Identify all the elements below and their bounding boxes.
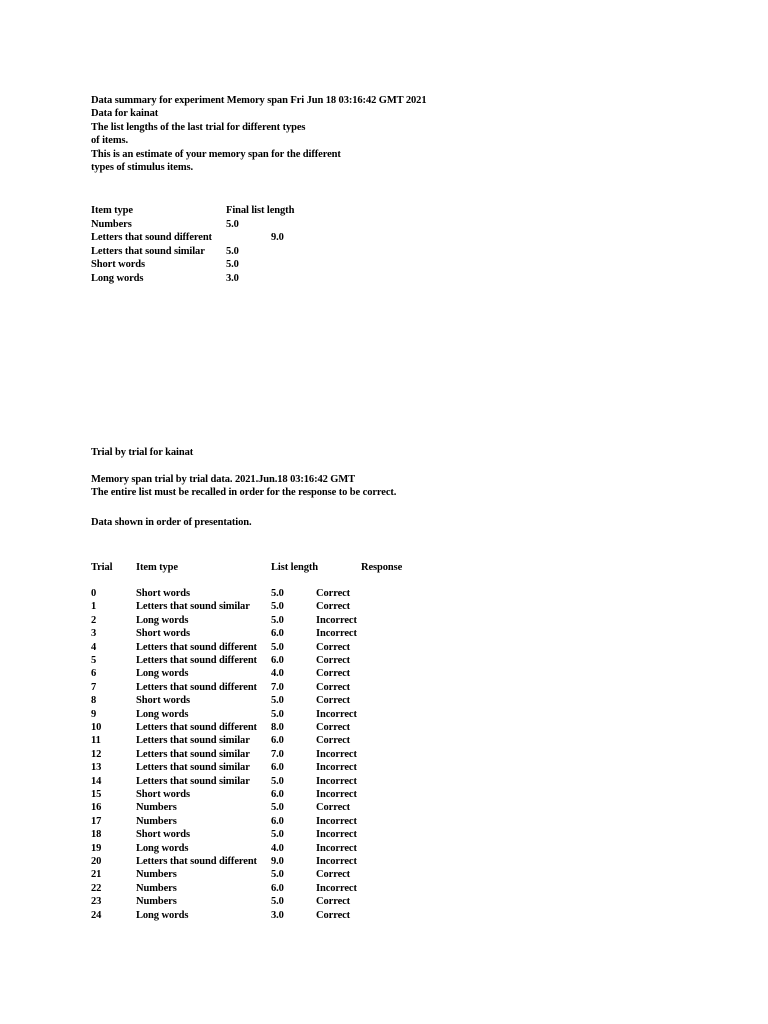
trial-response: Correct <box>316 668 351 680</box>
trial-number: 13 <box>91 762 102 774</box>
trial-item-type: Long words <box>136 708 189 720</box>
trial-number: 22 <box>91 882 102 894</box>
trial-number: 21 <box>91 869 102 881</box>
trial-list-length: 5.0 <box>271 896 284 908</box>
summary-row-length: 5.0 <box>226 259 239 270</box>
trial-response: Incorrect <box>316 748 357 760</box>
trial-response: Correct <box>316 735 351 747</box>
trial-response: Correct <box>316 655 351 666</box>
trial-list-length: 9.0 <box>271 856 284 867</box>
trial-response: Incorrect <box>316 614 357 626</box>
trial-section-subtitle: Memory span trial by trial data. 2021.Jun.18 03:16:42 GMT <box>91 474 356 485</box>
trial-number: 11 <box>91 735 101 747</box>
trial-list-length: 5.0 <box>271 708 284 720</box>
trial-number: 6 <box>91 668 97 680</box>
description-line-1: The list lengths of the last trial for different types <box>91 122 306 133</box>
trial-response: Incorrect <box>316 762 357 774</box>
trial-response: Incorrect <box>316 708 357 720</box>
trial-response: Correct <box>316 722 351 733</box>
trial-list-length: 6.0 <box>271 789 284 800</box>
trial-list-length: 5.0 <box>271 829 284 841</box>
trial-number: 16 <box>91 802 102 814</box>
trial-order-note: Data shown in order of presentation. <box>91 517 252 528</box>
trial-number: 4 <box>91 641 97 653</box>
trial-response: Incorrect <box>316 829 357 841</box>
trial-list-length: 5.0 <box>271 869 284 881</box>
trial-response: Correct <box>316 588 351 599</box>
trial-number: 10 <box>91 722 102 733</box>
trial-item-type: Letters that sound similar <box>136 762 250 774</box>
summary-row-length: 3.0 <box>226 273 239 284</box>
trial-response: Incorrect <box>316 882 357 894</box>
trial-response: Correct <box>316 641 351 653</box>
summary-row-length: 5.0 <box>226 219 239 230</box>
trial-list-length: 4.0 <box>271 842 284 854</box>
trial-header-item-type: Item type <box>136 562 178 573</box>
trial-item-type: Letters that sound different <box>136 681 257 693</box>
trial-list-length: 5.0 <box>271 802 284 814</box>
trial-response: Correct <box>316 869 351 881</box>
trial-item-type: Long words <box>136 842 189 854</box>
trial-number: 0 <box>91 588 97 599</box>
trial-response: Correct <box>316 802 351 814</box>
trial-response: Incorrect <box>316 628 357 640</box>
summary-row-type: Numbers <box>91 219 132 230</box>
trial-list-length: 6.0 <box>271 762 284 774</box>
trial-number: 23 <box>91 896 102 908</box>
trial-response: Correct <box>316 681 351 693</box>
data-for-label: Data for kainat <box>91 108 159 119</box>
trial-list-length: 5.0 <box>271 601 284 613</box>
trial-list-length: 7.0 <box>271 748 284 760</box>
trial-item-type: Short words <box>136 829 191 841</box>
trial-number: 17 <box>91 815 102 827</box>
trial-list-length: 6.0 <box>271 735 284 747</box>
trial-item-type: Numbers <box>136 896 177 908</box>
summary-row-type: Letters that sound similar <box>91 246 205 257</box>
trial-response: Incorrect <box>316 789 357 800</box>
trial-response: Incorrect <box>316 775 357 787</box>
trial-item-type: Letters that sound similar <box>136 735 250 747</box>
summary-row-type: Short words <box>91 259 146 270</box>
trial-header-list-length: List length <box>271 562 319 573</box>
trial-number: 2 <box>91 614 97 626</box>
trial-item-type: Letters that sound different <box>136 641 257 653</box>
trial-list-length: 6.0 <box>271 815 284 827</box>
trial-list-length: 5.0 <box>271 588 284 599</box>
summary-title: Data summary for experiment Memory span Fri Jun 18 03:16:42 GMT 2021 <box>91 95 427 106</box>
trial-response: Incorrect <box>316 842 357 854</box>
trial-item-type: Short words <box>136 789 191 800</box>
trial-number: 19 <box>91 842 102 854</box>
trial-item-type: Letters that sound different <box>136 655 257 666</box>
trial-number: 20 <box>91 856 102 867</box>
summary-row-length: 9.0 <box>271 232 284 243</box>
trial-number: 8 <box>91 695 97 707</box>
trial-list-length: 6.0 <box>271 882 284 894</box>
trial-item-type: Numbers <box>136 869 177 881</box>
trial-list-length: 6.0 <box>271 655 284 666</box>
description-line-3: This is an estimate of your memory span for the different <box>91 149 341 160</box>
trial-list-length: 7.0 <box>271 681 284 693</box>
trial-number: 18 <box>91 829 102 841</box>
trial-list-length: 8.0 <box>271 722 284 733</box>
trial-item-type: Numbers <box>136 815 177 827</box>
trial-item-type: Letters that sound similar <box>136 601 250 613</box>
trial-number: 15 <box>91 789 102 800</box>
trial-item-type: Letters that sound similar <box>136 775 250 787</box>
trial-response: Correct <box>316 909 351 921</box>
trial-item-type: Numbers <box>136 802 177 814</box>
trial-header-response: Response <box>361 562 403 573</box>
trial-item-type: Numbers <box>136 882 177 894</box>
trial-item-type: Long words <box>136 909 189 921</box>
trial-list-length: 5.0 <box>271 614 284 626</box>
trial-item-type: Letters that sound different <box>136 722 257 733</box>
trial-list-length: 5.0 <box>271 641 284 653</box>
trial-item-type: Short words <box>136 628 191 640</box>
summary-row-type: Long words <box>91 273 144 284</box>
trial-number: 12 <box>91 748 102 760</box>
summary-header-item-type: Item type <box>91 205 133 216</box>
trial-header-trial: Trial <box>91 562 113 573</box>
trial-number: 5 <box>91 655 97 666</box>
trial-response: Incorrect <box>316 815 357 827</box>
summary-header-final-length: Final list length <box>226 205 295 216</box>
trial-item-type: Short words <box>136 588 191 599</box>
trial-number: 7 <box>91 681 97 693</box>
trial-section-note: The entire list must be recalled in order for the response to be correct. <box>91 487 397 498</box>
trial-number: 24 <box>91 909 102 921</box>
summary-row-length: 5.0 <box>226 246 239 257</box>
trial-item-type: Long words <box>136 668 189 680</box>
trial-number: 1 <box>91 601 97 613</box>
trial-item-type: Letters that sound different <box>136 856 257 867</box>
trial-number: 9 <box>91 708 97 720</box>
summary-row-type: Letters that sound different <box>91 232 212 243</box>
trial-response: Correct <box>316 896 351 908</box>
trial-response: Correct <box>316 601 351 613</box>
trial-response: Incorrect <box>316 856 357 867</box>
trial-item-type: Long words <box>136 614 189 626</box>
trial-list-length: 3.0 <box>271 909 284 921</box>
trial-number: 3 <box>91 628 97 640</box>
trial-list-length: 4.0 <box>271 668 284 680</box>
description-line-2: of items. <box>91 135 129 146</box>
trial-list-length: 5.0 <box>271 695 284 707</box>
trial-number: 14 <box>91 775 102 787</box>
trial-list-length: 5.0 <box>271 775 284 787</box>
trial-response: Correct <box>316 695 351 707</box>
trial-list-length: 6.0 <box>271 628 284 640</box>
trial-item-type: Letters that sound similar <box>136 748 250 760</box>
description-line-4: types of stimulus items. <box>91 162 194 173</box>
trial-item-type: Short words <box>136 695 191 707</box>
trial-section-title: Trial by trial for kainat <box>91 447 194 458</box>
